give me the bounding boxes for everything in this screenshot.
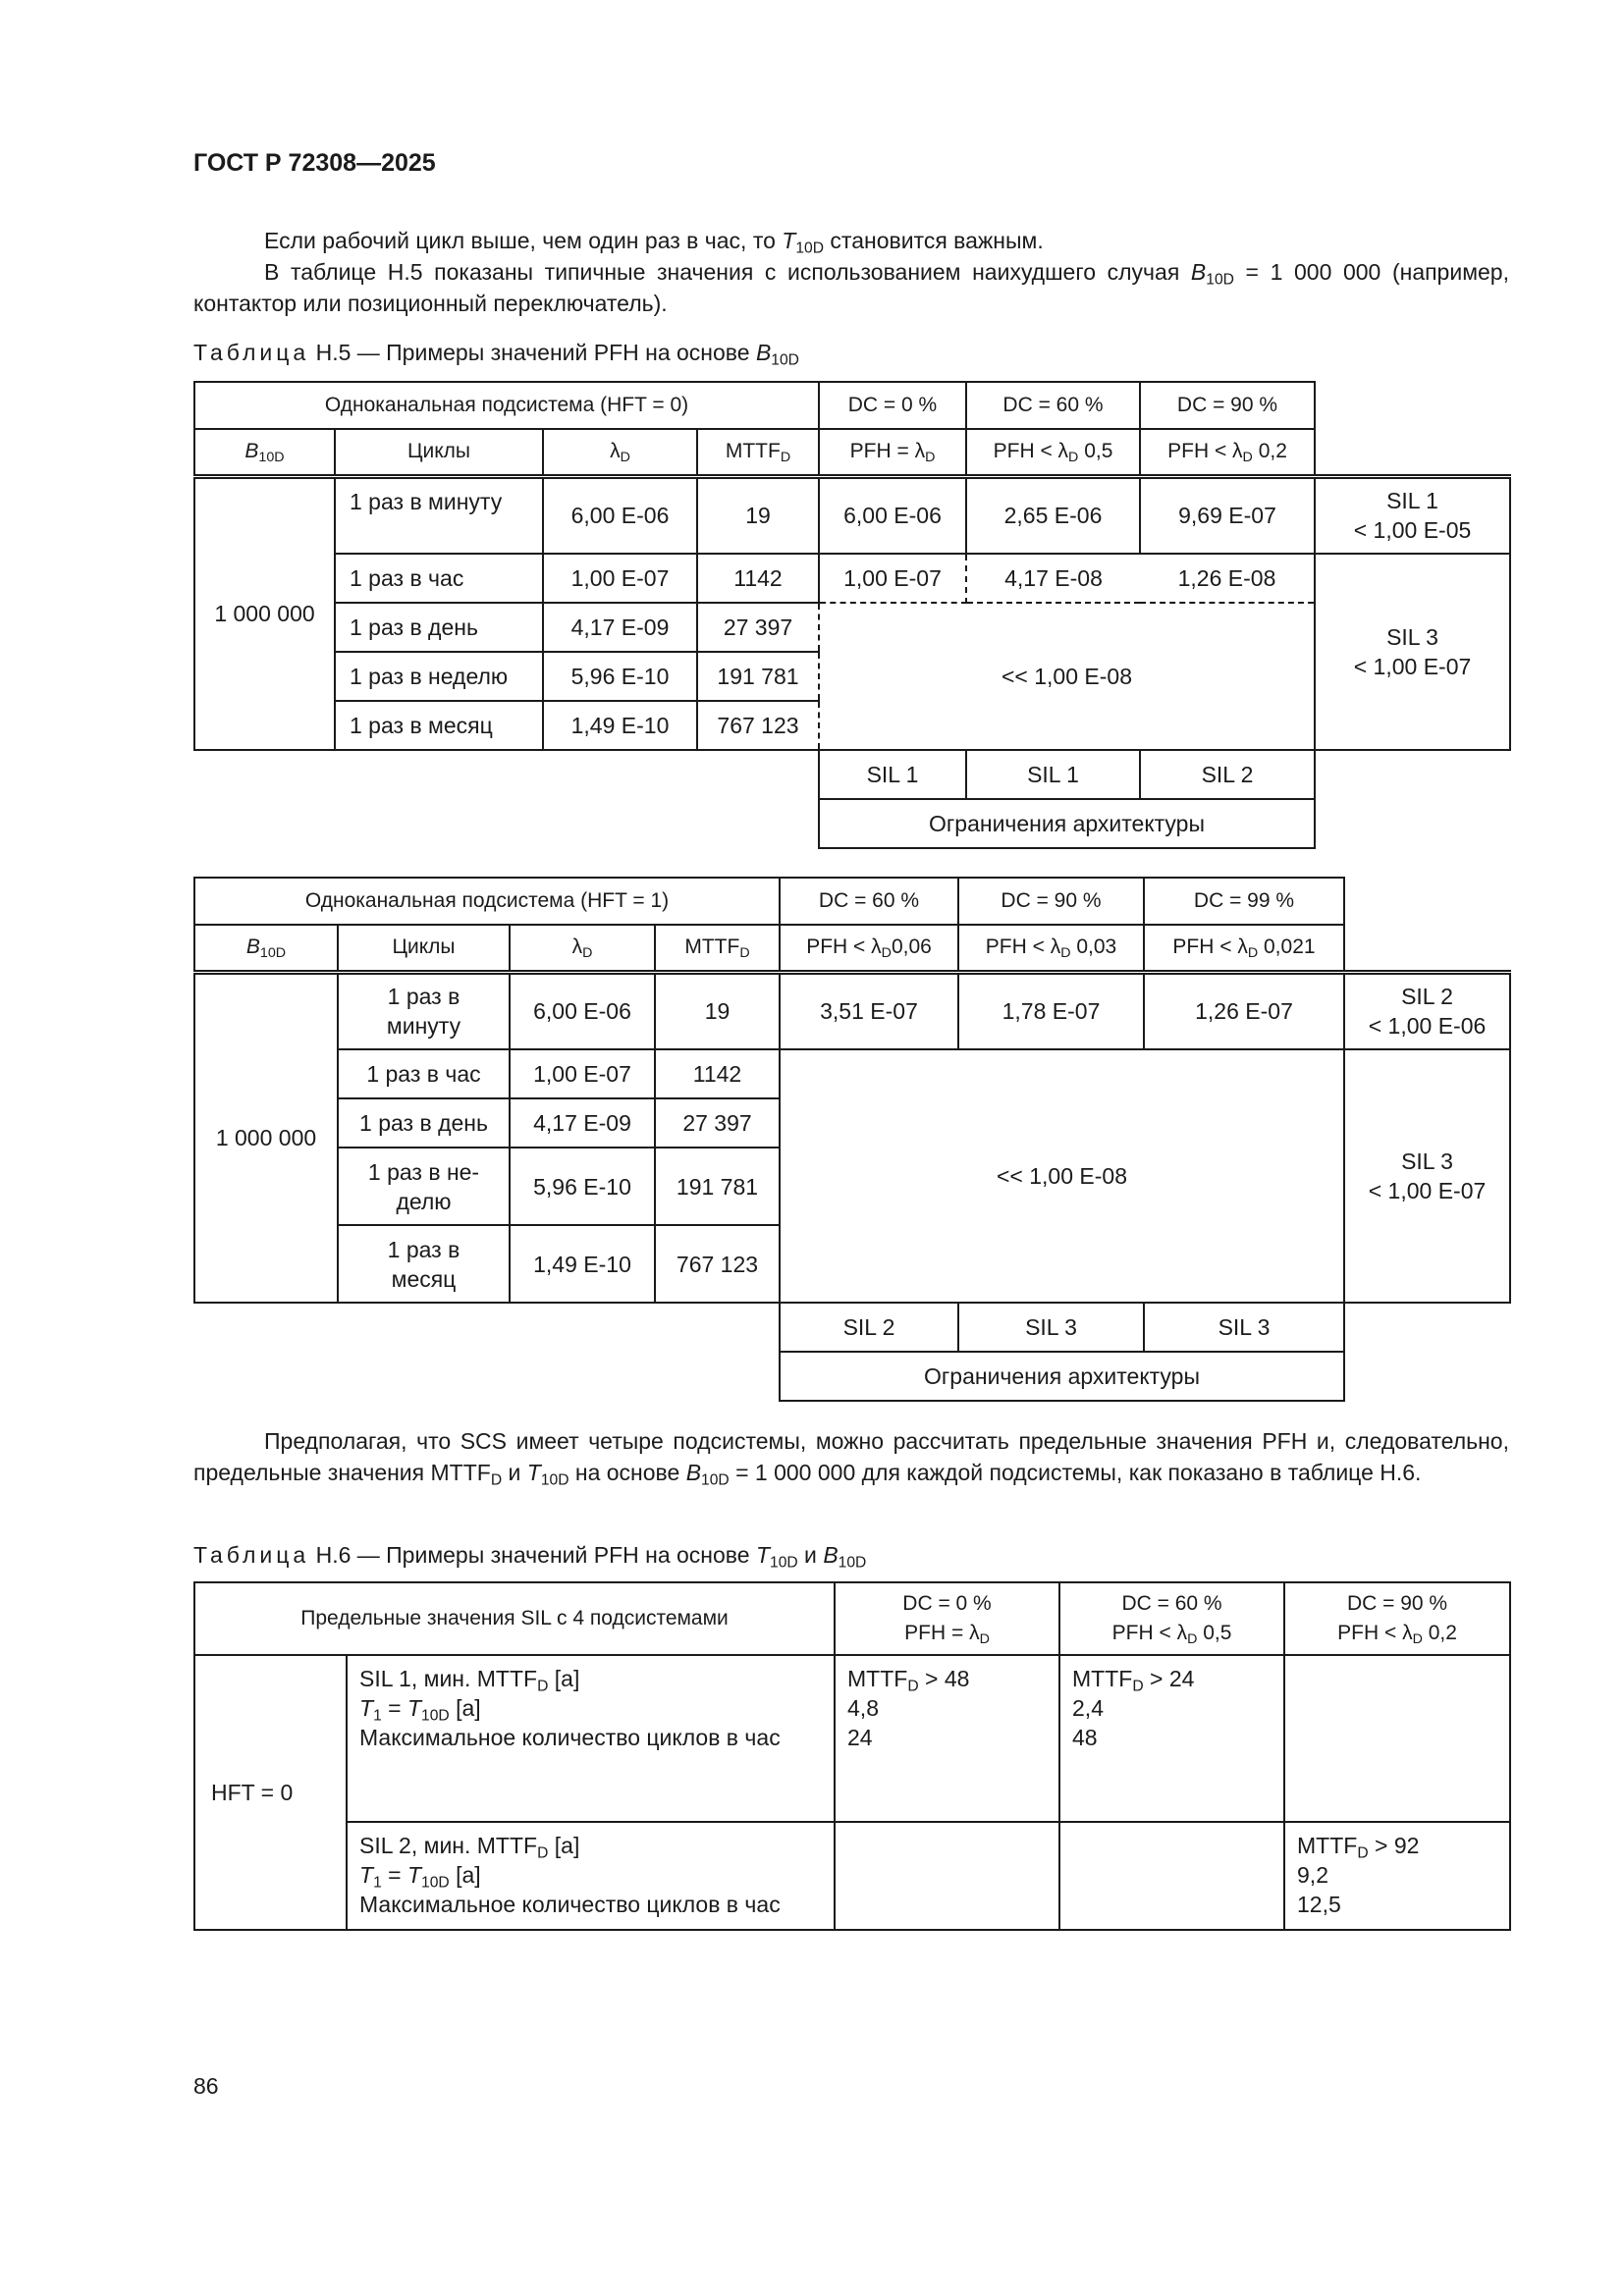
table-cell: 1,49 E-10 <box>510 1225 655 1303</box>
table-cell: 4,17 E-09 <box>543 603 697 652</box>
table-cell: 1 раз в день <box>335 603 543 652</box>
arch-sil: SIL 1 <box>819 750 966 799</box>
arch-sil: SIL 2 <box>780 1303 958 1352</box>
table-cell: 4,17 E-09 <box>510 1098 655 1148</box>
sil-limit: SIL 2 < 1,00 E-06 <box>1344 972 1510 1049</box>
table-cell: 1 раз в не- делю <box>338 1148 510 1225</box>
arch-sil: SIL 1 <box>966 750 1140 799</box>
b10d-column-header: $B_{10D}$ <box>194 429 335 476</box>
dc-header: DC = 99 % <box>1144 878 1344 925</box>
dc-header: DC = 90 % <box>958 878 1144 925</box>
table-cell: 1,00 E-07 <box>510 1049 655 1098</box>
table-cell: 19 <box>655 972 780 1049</box>
intro-paragraph-1: Если рабочий цикл выше, чем один раз в час, то $T_{10D}$ становится важным. <box>264 228 1044 257</box>
b10d-value: 1 000 000 <box>194 972 338 1303</box>
table-cell: 9,69 E-07 <box>1140 476 1315 554</box>
pfh-header: PFH = $\lambda_D$ <box>819 429 966 476</box>
sil-limits-header: Предельные значения SIL с 4 подсистемами <box>194 1582 835 1655</box>
sil-limit: SIL 3 < 1,00 E-07 <box>1344 1049 1510 1303</box>
table-cell: $MTTF_D > 92$ 9,2 12,5 <box>1284 1822 1510 1930</box>
arch-label: Ограничения архитектуры <box>819 799 1315 848</box>
group-header: Одноканальная подсистема (HFT = 0) <box>194 382 819 429</box>
table-cell: 1,00 E-07 <box>543 554 697 603</box>
table-cell: 1,49 E-10 <box>543 701 697 750</box>
b10d-value: 1 000 000 <box>194 476 335 750</box>
dc-header: DC = 0 % PFH = $\lambda_D$ <box>835 1582 1059 1655</box>
table-h5-hft0 <box>193 381 1511 849</box>
pfh-header: PFH < $\lambda_D$ 0,021 <box>1144 925 1344 972</box>
mttf-column-header: $MTTF_D$ <box>697 429 819 476</box>
sil-limit: SIL 1 < 1,00 E-05 <box>1315 476 1510 554</box>
table-cell: 1 раз в месяц <box>338 1225 510 1303</box>
table-cell: 6,00 E-06 <box>819 476 966 554</box>
table-cell: 1 раз в день <box>338 1098 510 1148</box>
dc-header: DC = 60 % <box>966 382 1140 429</box>
table-cell: 1142 <box>697 554 819 603</box>
table-cell: 1 раз в час <box>338 1049 510 1098</box>
table-cell: SIL 2, мин. $MTTF_D$ [a] $T_1 = T_{10D}$ [a] Максимальное количество циклов в час <box>347 1822 835 1930</box>
mid-text <box>193 1425 1509 1488</box>
pfh-below-limit: << 1,00 E-08 <box>780 1049 1344 1303</box>
table-cell: 5,96 E-10 <box>510 1148 655 1225</box>
table-cell <box>1284 1655 1510 1822</box>
table-cell: 1 раз в минуту <box>338 972 510 1049</box>
lambda-column-header: $\lambda_D$ <box>543 429 697 476</box>
dc-header: DC = 90 % PFH < $\lambda_D$ 0,2 <box>1284 1582 1510 1655</box>
intro-text <box>193 225 1509 319</box>
table-cell: 1142 <box>655 1049 780 1098</box>
table-cell: 2,65 E-06 <box>966 476 1140 554</box>
table-cell <box>1059 1822 1284 1930</box>
dc-header: DC = 60 % <box>780 878 958 925</box>
dc-header: DC = 0 % <box>819 382 966 429</box>
page-number: 86 <box>193 2073 219 2099</box>
cycles-column-header: Циклы <box>335 429 543 476</box>
table-cell: 4,17 E-08 <box>966 554 1140 603</box>
arch-sil: SIL 2 <box>1140 750 1315 799</box>
table-cell: 1 раз в месяц <box>335 701 543 750</box>
table-cell: 1 раз в минуту <box>335 476 543 554</box>
table-cell: 5,96 E-10 <box>543 652 697 701</box>
table-cell: 191 781 <box>655 1148 780 1225</box>
dc-header: DC = 60 % PFH < $\lambda_D$ 0,5 <box>1059 1582 1284 1655</box>
table-cell: 1,26 E-08 <box>1140 554 1315 603</box>
table-cell: 1,00 E-07 <box>819 554 966 603</box>
arch-label: Ограничения архитектуры <box>780 1352 1344 1401</box>
table-h6 <box>193 1581 1511 1931</box>
lambda-column-header: $\lambda_D$ <box>510 925 655 972</box>
cycles-column-header: Циклы <box>338 925 510 972</box>
pfh-header: PFH < $\lambda_D$ 0,03 <box>958 925 1144 972</box>
pfh-header: PFH < $\lambda_D$ 0,2 <box>1140 429 1315 476</box>
table-cell: 19 <box>697 476 819 554</box>
table-cell: 6,00 E-06 <box>510 972 655 1049</box>
table-cell: SIL 1, мин. $MTTF_D$ [a] $T_1 = T_{10D}$ [a] Максимальное количество циклов в час <box>347 1655 835 1822</box>
table-cell: 191 781 <box>697 652 819 701</box>
table-cell: $MTTF_D > 24$ 2,4 48 <box>1059 1655 1284 1822</box>
arch-sil: SIL 3 <box>958 1303 1144 1352</box>
document-header: ГОСТ Р 72308—2025 <box>193 149 436 177</box>
table-cell: 767 123 <box>697 701 819 750</box>
dc-header: DC = 90 % <box>1140 382 1315 429</box>
table-cell: 1,26 E-07 <box>1144 972 1344 1049</box>
sil-limit: SIL 3 < 1,00 E-07 <box>1315 554 1510 750</box>
arch-sil: SIL 3 <box>1144 1303 1344 1352</box>
table-cell: 6,00 E-06 <box>543 476 697 554</box>
mttf-column-header: $MTTF_D$ <box>655 925 780 972</box>
table-h6-caption: Таблица Н.6 — Примеры значений PFH на основе $T_{10D}$ и $B_{10D}$ <box>193 1542 867 1572</box>
group-header: Одноканальная подсистема (HFT = 1) <box>194 878 780 925</box>
mid-paragraph: Предполагая, что SCS имеет четыре подсистемы, можно рассчитать предельные значения PFH и, следовательно, предельные значения $MTTF_D$ и $T_{10D}$ на основе $B_{10D} = 1$ 000 000 для каждой подсистемы, как показано в таблице Н.6. <box>193 1428 1509 1489</box>
table-cell: $MTTF_D > 48$ 4,8 24 <box>835 1655 1059 1822</box>
pfh-below-limit: << 1,00 E-08 <box>819 603 1315 750</box>
hft-label: HFT = 0 <box>194 1655 347 1930</box>
table-h5-caption: Таблица Н.5 — Примеры значений PFH на основе $B_{10D}$ <box>193 340 799 369</box>
table-cell: 27 397 <box>697 603 819 652</box>
table-h5-hft1 <box>193 877 1511 1402</box>
table-cell: 1 раз в неделю <box>335 652 543 701</box>
b10d-column-header: $B_{10D}$ <box>194 925 338 972</box>
table-cell <box>835 1822 1059 1930</box>
pfh-header: PFH < $\lambda_D0,06$ <box>780 925 958 972</box>
table-cell: 3,51 E-07 <box>780 972 958 1049</box>
intro-paragraph-2: В таблице Н.5 показаны типичные значения с использованием наихудшего случая $B_{10D} = 1$ 000 000 (например, контактор или позиционный переключатель). <box>193 259 1509 316</box>
table-cell: 27 397 <box>655 1098 780 1148</box>
table-cell: 1 раз в час <box>335 554 543 603</box>
pfh-header: PFH < $\lambda_D$ 0,5 <box>966 429 1140 476</box>
table-cell: 1,78 E-07 <box>958 972 1144 1049</box>
table-cell: 767 123 <box>655 1225 780 1303</box>
